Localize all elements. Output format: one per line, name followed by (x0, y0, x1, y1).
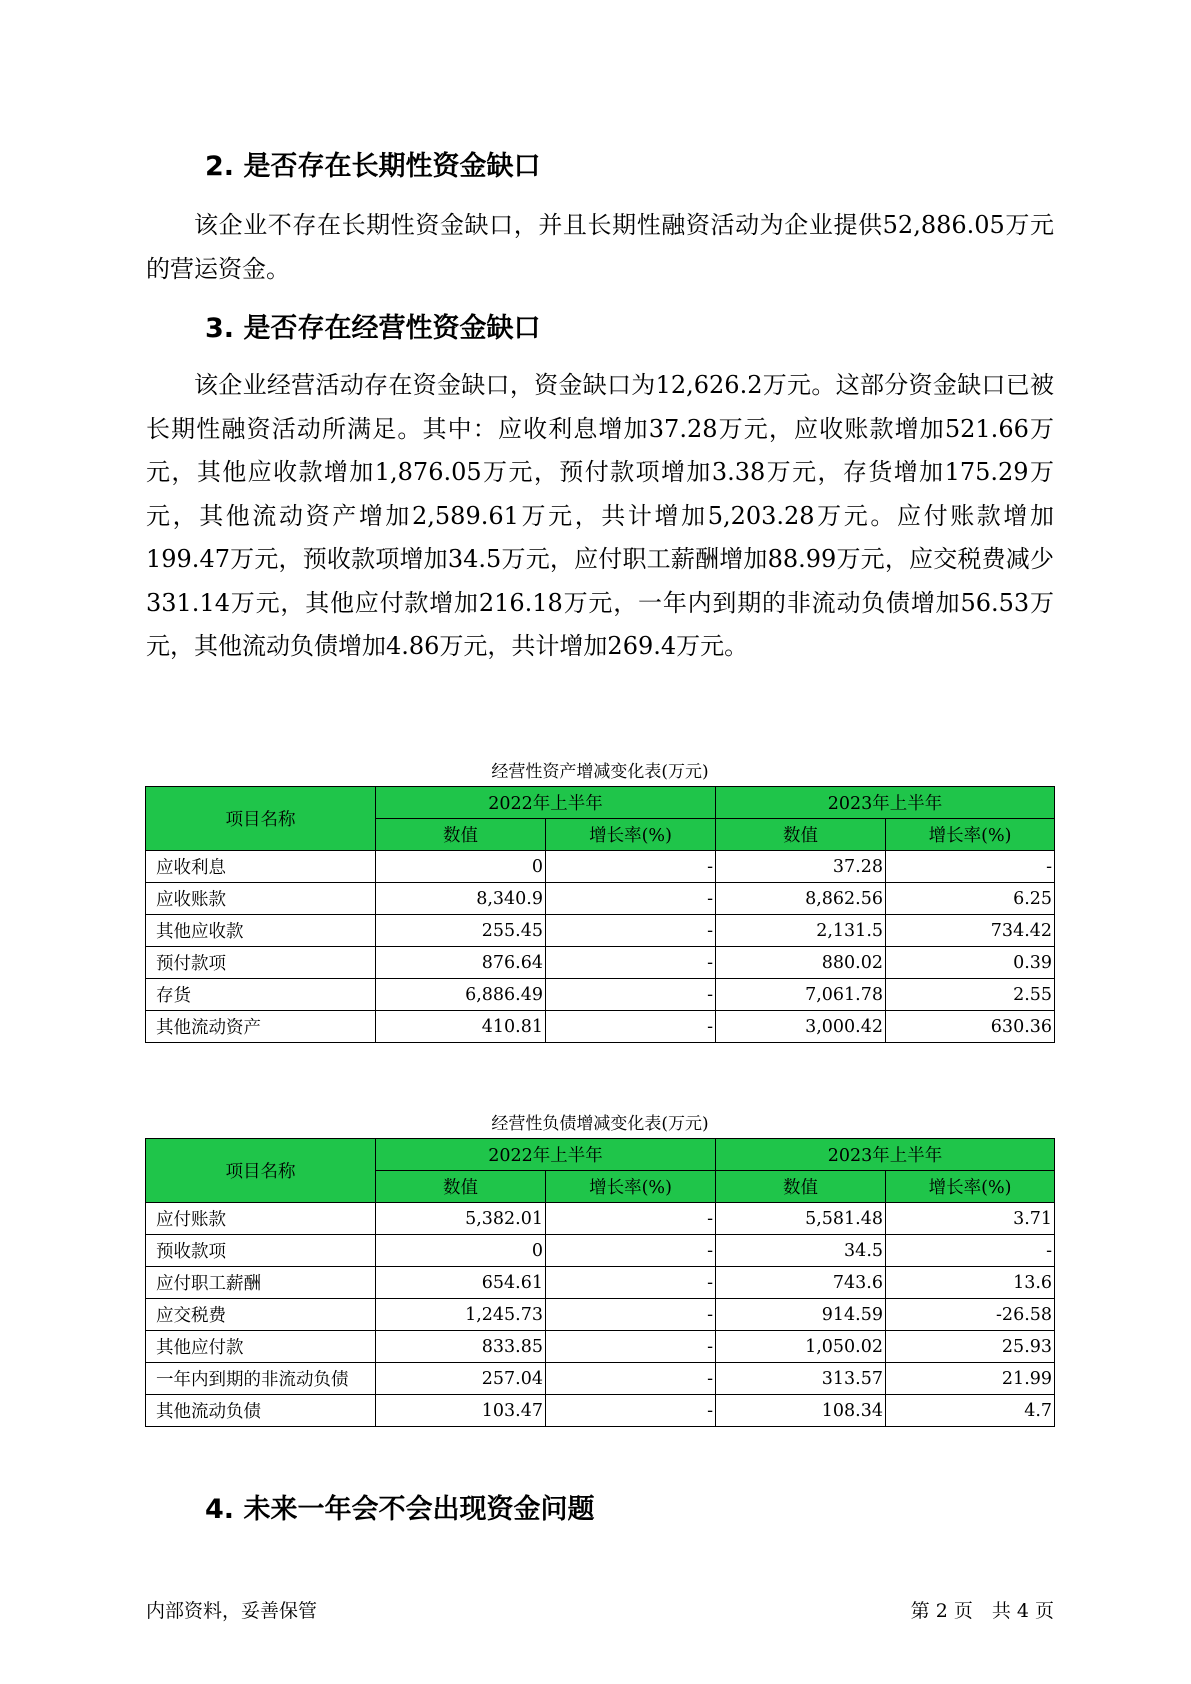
value-cell: 876.64 (376, 947, 546, 979)
section-heading-future-funding: 4. 未来一年会不会出现资金问题 (205, 1494, 595, 1525)
table-row (146, 1331, 1055, 1363)
value-cell: 0 (376, 1235, 546, 1267)
row-label-cell: 其他应付款 (146, 1331, 376, 1363)
table-row (146, 915, 1055, 947)
header-growth-rate: 增长率(%) (546, 1171, 716, 1203)
header-value: 数值 (376, 819, 546, 851)
header-value: 数值 (716, 819, 886, 851)
table-row (146, 1363, 1055, 1395)
header-period-2023: 2023年上半年 (716, 1139, 1055, 1171)
value-cell: - (886, 1235, 1055, 1267)
value-cell: - (546, 1267, 716, 1299)
table-row (146, 1299, 1055, 1331)
value-cell: - (546, 1235, 716, 1267)
section-heading-operating-gap: 3. 是否存在经营性资金缺口 (205, 313, 541, 344)
value-cell: 5,382.01 (376, 1203, 546, 1235)
table-row (146, 1267, 1055, 1299)
table-caption-liabilities: 经营性负债增减变化表(万元) (491, 1114, 709, 1134)
value-cell: - (546, 1299, 716, 1331)
value-cell: 21.99 (886, 1363, 1055, 1395)
value-cell: - (546, 1363, 716, 1395)
row-label-cell: 应交税费 (146, 1299, 376, 1331)
value-cell: 8,862.56 (716, 883, 886, 915)
value-cell: - (886, 851, 1055, 883)
value-cell: 0.39 (886, 947, 1055, 979)
table-row (146, 1011, 1055, 1043)
value-cell: - (546, 979, 716, 1011)
value-cell: - (546, 947, 716, 979)
header-value: 数值 (716, 1171, 886, 1203)
value-cell: - (546, 915, 716, 947)
footer-confidential-note: 内部资料，妥善保管 (146, 1600, 318, 1622)
value-cell: - (546, 1331, 716, 1363)
row-label-cell: 预付款项 (146, 947, 376, 979)
table-row (146, 851, 1055, 883)
value-cell: 34.5 (716, 1235, 886, 1267)
value-cell: 410.81 (376, 1011, 546, 1043)
footer-page-number: 第 2 页 共 4 页 (910, 1600, 1054, 1622)
table-row (146, 883, 1055, 915)
value-cell: - (546, 1011, 716, 1043)
value-cell: 3,000.42 (716, 1011, 886, 1043)
row-label-cell: 其他应收款 (146, 915, 376, 947)
header-period-2023: 2023年上半年 (716, 787, 1055, 819)
section-heading-long-term-gap: 2. 是否存在长期性资金缺口 (205, 151, 541, 182)
header-growth-rate: 增长率(%) (546, 819, 716, 851)
value-cell: - (546, 1395, 716, 1427)
row-label-cell: 预收款项 (146, 1235, 376, 1267)
value-cell: 6.25 (886, 883, 1055, 915)
value-cell: 743.6 (716, 1267, 886, 1299)
row-label-cell: 应付职工薪酬 (146, 1267, 376, 1299)
value-cell: -26.58 (886, 1299, 1055, 1331)
value-cell: 5,581.48 (716, 1203, 886, 1235)
value-cell: 3.71 (886, 1203, 1055, 1235)
value-cell: 0 (376, 851, 546, 883)
assets-change-table (145, 786, 1055, 1043)
value-cell: 13.6 (886, 1267, 1055, 1299)
table-row (146, 1235, 1055, 1267)
value-cell: - (546, 1203, 716, 1235)
value-cell: 630.36 (886, 1011, 1055, 1043)
value-cell: 1,050.02 (716, 1331, 886, 1363)
value-cell: 103.47 (376, 1395, 546, 1427)
value-cell: - (546, 883, 716, 915)
table-row (146, 947, 1055, 979)
row-label-cell: 应收账款 (146, 883, 376, 915)
value-cell: 654.61 (376, 1267, 546, 1299)
value-cell: 8,340.9 (376, 883, 546, 915)
value-cell: 914.59 (716, 1299, 886, 1331)
value-cell: 37.28 (716, 851, 886, 883)
row-label-cell: 存货 (146, 979, 376, 1011)
header-period-2022: 2022年上半年 (376, 787, 716, 819)
header-item-name: 项目名称 (146, 1139, 376, 1203)
value-cell: 255.45 (376, 915, 546, 947)
table-row (146, 1203, 1055, 1235)
value-cell: 1,245.73 (376, 1299, 546, 1331)
table-row (146, 979, 1055, 1011)
table-caption-assets: 经营性资产增减变化表(万元) (491, 762, 709, 782)
row-label-cell: 应收利息 (146, 851, 376, 883)
value-cell: 4.7 (886, 1395, 1055, 1427)
value-cell: 257.04 (376, 1363, 546, 1395)
header-period-2022: 2022年上半年 (376, 1139, 716, 1171)
section-paragraph-operating-gap: 该企业经营活动存在资金缺口，资金缺口为12,626.2万元。这部分资金缺口已被长期性融资活动所满足。其中：应收利息增加37.28万元，应收账款增加521.66万元，其他应收款增加1,876.05万元，预付款项增加3.38万元，存货增加175.29万元，其他流动资产增加2,589.61万元，共计增加5,203.28万元。应付账款增加199.47万元，预收款项增加34.5万元，应付职工薪酬增加88.99万元，应交税费减少331.14万元，其他应付款增加216.18万元，一年内到期的非流动负债增加56.53万元，其他流动负债增加4.86万元，共计增加269.4万元。 (146, 371, 1054, 660)
value-cell: 734.42 (886, 915, 1055, 947)
value-cell: 2.55 (886, 979, 1055, 1011)
value-cell: 25.93 (886, 1331, 1055, 1363)
row-label-cell: 一年内到期的非流动负债 (146, 1363, 376, 1395)
section-paragraph-long-term-gap: 该企业不存在长期性资金缺口，并且长期性融资活动为企业提供52,886.05万元的营运资金。 (146, 211, 1054, 283)
value-cell: 6,886.49 (376, 979, 546, 1011)
row-label-cell: 其他流动负债 (146, 1395, 376, 1427)
row-label-cell: 应付账款 (146, 1203, 376, 1235)
row-label-cell: 其他流动资产 (146, 1011, 376, 1043)
liabilities-change-table (145, 1138, 1055, 1427)
value-cell: 2,131.5 (716, 915, 886, 947)
value-cell: 313.57 (716, 1363, 886, 1395)
value-cell: - (546, 851, 716, 883)
value-cell: 7,061.78 (716, 979, 886, 1011)
value-cell: 108.34 (716, 1395, 886, 1427)
header-item-name: 项目名称 (146, 787, 376, 851)
header-growth-rate: 增长率(%) (886, 1171, 1055, 1203)
header-growth-rate: 增长率(%) (886, 819, 1055, 851)
table-row (146, 1395, 1055, 1427)
header-value: 数值 (376, 1171, 546, 1203)
value-cell: 880.02 (716, 947, 886, 979)
value-cell: 833.85 (376, 1331, 546, 1363)
